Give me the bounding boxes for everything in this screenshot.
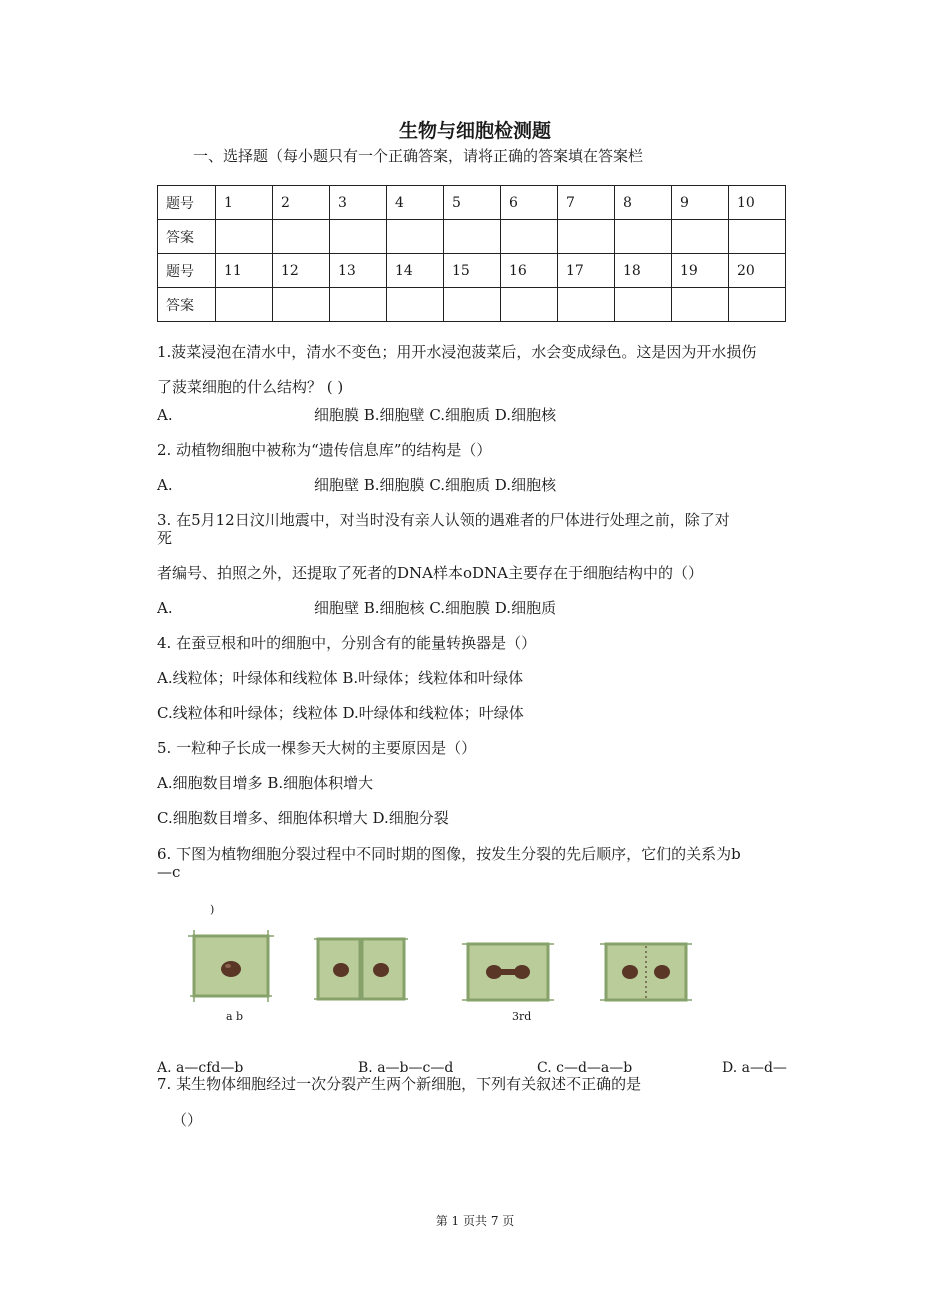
- answer-cell[interactable]: [501, 220, 558, 254]
- table-row: [158, 186, 786, 220]
- answer-cell[interactable]: [444, 288, 501, 322]
- question-number-cell: 2: [273, 186, 330, 220]
- question-number-cell: 20: [729, 254, 786, 288]
- question-number-cell: 19: [672, 254, 729, 288]
- table-row: [158, 254, 786, 288]
- table-row: [158, 288, 786, 322]
- question-3-text-cont: 者编号、拍照之外，还提取了死者的DNA样本oDNA主要存在于细胞结构中的（）: [157, 564, 704, 582]
- question-6-paren: ): [210, 903, 215, 916]
- question-5-text: 5. 一粒种子长成一棵参天大树的主要原因是（）: [157, 739, 477, 757]
- question-number-cell: 14: [387, 254, 444, 288]
- question-3-text: 3. 在5月12日汶川地震中，对当时没有亲人认领的遇难者的尸体进行处理之前，除了对: [157, 511, 730, 529]
- question-7-answer-paren: （）: [172, 1111, 203, 1129]
- question-2-text: 2. 动植物细胞中被称为“遗传信息库”的结构是（）: [157, 441, 492, 459]
- answer-cell[interactable]: [387, 220, 444, 254]
- section-instruction: 一、选择题（每小题只有一个正确答案，请将正确的答案填在答案栏: [193, 147, 644, 165]
- question-1-text-cont: 了菠菜细胞的什么结构？ ( ): [157, 378, 344, 396]
- answer-cell[interactable]: [729, 288, 786, 322]
- question-number-cell: 8: [615, 186, 672, 220]
- answer-cell[interactable]: [330, 220, 387, 254]
- question-number-cell: 18: [615, 254, 672, 288]
- question-number-cell: 7: [558, 186, 615, 220]
- answer-cell[interactable]: [501, 288, 558, 322]
- answer-cell[interactable]: [444, 220, 501, 254]
- question-4-options-line-2: C.线粒体和叶绿体；线粒体 D.叶绿体和线粒体；叶绿体: [157, 704, 524, 722]
- answer-cell[interactable]: [330, 288, 387, 322]
- page-title: 生物与细胞检测题: [398, 120, 551, 142]
- question-number-cell: 11: [216, 254, 273, 288]
- question-number-cell: 4: [387, 186, 444, 220]
- answer-cell[interactable]: [729, 220, 786, 254]
- question-number-cell: 3: [330, 186, 387, 220]
- question-number-cell: 15: [444, 254, 501, 288]
- page-footer: 第 1 页共 7 页: [435, 1214, 515, 1228]
- question-5-options-line-2: C.细胞数目增多、细胞体积增大 D.细胞分裂: [157, 809, 449, 827]
- question-number-cell: 5: [444, 186, 501, 220]
- question-7-text: 7. 某生物体细胞经过一次分裂产生两个新细胞，下列有关叙述不正确的是: [157, 1075, 642, 1093]
- cell-figure-b: [314, 935, 408, 1005]
- question-number-cell: 6: [501, 186, 558, 220]
- question-number-cell: 13: [330, 254, 387, 288]
- row-label-number: 题号: [158, 254, 216, 288]
- question-6-option-a: A. a—cfd—b: [157, 1060, 244, 1076]
- question-3-option-a-label: A.: [157, 599, 173, 617]
- question-2-option-a-label: A.: [157, 476, 173, 494]
- question-number-cell: 17: [558, 254, 615, 288]
- answer-cell[interactable]: [273, 288, 330, 322]
- question-2-options: 细胞壁 B.细胞膜 C.细胞质 D.细胞核: [314, 476, 557, 494]
- figure-label-cd: 3rd: [512, 1010, 532, 1023]
- figure-label-ab: a b: [226, 1010, 244, 1023]
- question-3-options: 细胞壁 B.细胞核 C.细胞膜 D.细胞质: [314, 599, 557, 617]
- question-4-text: 4. 在蚕豆根和叶的细胞中，分别含有的能量转换器是（）: [157, 634, 537, 652]
- question-number-cell: 16: [501, 254, 558, 288]
- answer-cell[interactable]: [672, 288, 729, 322]
- question-1-options: 细胞膜 B.细胞壁 C.细胞质 D.细胞核: [314, 406, 557, 424]
- question-number-cell: 1: [216, 186, 273, 220]
- question-1-text: 1.菠菜浸泡在清水中，清水不变色；用开水浸泡菠菜后，水会变成绿色。这是因为开水损伤: [157, 343, 757, 361]
- question-number-cell: 12: [273, 254, 330, 288]
- row-label-answer: 答案: [158, 220, 216, 254]
- question-4-options-line-1: A.线粒体；叶绿体和线粒体 B.叶绿体；线粒体和叶绿体: [157, 669, 524, 687]
- row-label-answer: 答案: [158, 288, 216, 322]
- question-6-option-d: D. a—d—: [722, 1060, 787, 1076]
- cell-figure-c: [462, 938, 554, 1008]
- question-3-text-wrap: 死: [157, 529, 173, 547]
- question-6-option-c: C. c—d—a—b: [537, 1060, 633, 1076]
- question-6-option-b: B. a—b—c—d: [358, 1060, 454, 1076]
- answer-cell[interactable]: [216, 288, 273, 322]
- answer-cell[interactable]: [615, 220, 672, 254]
- cell-figure-d: [600, 938, 692, 1008]
- answer-cell[interactable]: [672, 220, 729, 254]
- question-6-text: 6. 下图为植物细胞分裂过程中不同时期的图像，按发生分裂的先后顺序，它们的关系为b: [157, 845, 741, 863]
- question-5-options-line-1: A.细胞数目增多 B.细胞体积增大: [157, 774, 374, 792]
- question-1-option-a-label: A.: [157, 406, 173, 424]
- answer-cell[interactable]: [558, 220, 615, 254]
- answer-cell[interactable]: [273, 220, 330, 254]
- answer-cell[interactable]: [216, 220, 273, 254]
- answer-table: [157, 185, 786, 322]
- answer-cell[interactable]: [615, 288, 672, 322]
- answer-cell[interactable]: [387, 288, 444, 322]
- answer-cell[interactable]: [558, 288, 615, 322]
- question-6-text-wrap: —c: [157, 863, 181, 881]
- question-number-cell: 9: [672, 186, 729, 220]
- cell-figure-a: [188, 930, 274, 1004]
- question-number-cell: 10: [729, 186, 786, 220]
- table-row: [158, 220, 786, 254]
- row-label-number: 题号: [158, 186, 216, 220]
